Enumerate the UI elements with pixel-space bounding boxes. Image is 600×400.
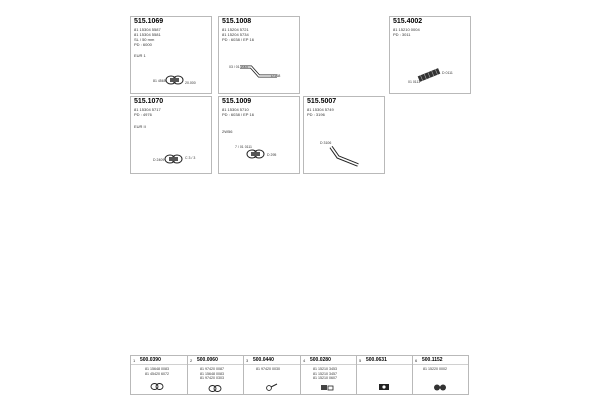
- part-ref-line: SL / 50 mm: [134, 37, 155, 42]
- part-ref-line: 81 15304 5710: [222, 107, 249, 112]
- part-card-1[interactable]: [130, 16, 212, 94]
- part-code: 515.1009: [222, 98, 252, 105]
- bolt-icon: [266, 382, 278, 392]
- accessory-code: 500.1152: [422, 357, 443, 363]
- part-ref-line: 81 15304 5749: [307, 107, 334, 112]
- accessory-index: 5: [359, 358, 362, 363]
- accessory-ref-line: 81 15648 0083: [200, 371, 224, 376]
- part-card-5[interactable]: [218, 96, 300, 174]
- part-code: 515.1070: [134, 98, 164, 105]
- divider: [131, 364, 187, 365]
- clamp-icon: [150, 382, 164, 391]
- part-ref-line: PD : 6038 / EP 16: [222, 37, 254, 42]
- accessory-code: 500.0631: [366, 357, 387, 363]
- hanger-icon: [433, 383, 447, 392]
- part-ref-line: PD : 6038 / EP 16: [222, 112, 254, 117]
- part-card-3[interactable]: [389, 16, 471, 94]
- bracket-icon: [319, 383, 335, 392]
- part-ref-line: 81 15304 5717: [134, 107, 161, 112]
- accessory-ref-line: 81 15210 3457: [313, 371, 337, 376]
- part-ref-line: 81 15204 5734: [222, 32, 249, 37]
- part-label: 03 / 01 2007: [229, 65, 249, 69]
- divider: [357, 364, 412, 365]
- part-card-2[interactable]: [218, 16, 300, 94]
- gasket-icon: [377, 382, 391, 392]
- clamp-part-drawing: [163, 152, 185, 166]
- divider: [244, 364, 300, 365]
- part-ref-line: 81 15304 5587: [134, 27, 161, 32]
- divider: [413, 364, 468, 365]
- part-label: D 3106: [320, 141, 332, 145]
- clamp-part-drawing: [164, 72, 186, 86]
- accessory-ref-line: 81 97420 0087: [200, 367, 224, 371]
- accessory-index: 2: [190, 358, 193, 363]
- accessory-code: 500.0280: [310, 357, 331, 363]
- accessory-index: 4: [303, 358, 306, 363]
- accessory-ref-line: 81 97420 0303: [200, 376, 224, 380]
- part-card-4[interactable]: [130, 96, 212, 174]
- part-label: 20.000: [185, 81, 196, 85]
- part-ref-line: PD : 6000: [134, 42, 152, 47]
- accessory-cell-6[interactable]: [413, 356, 468, 394]
- part-code: 515.1069: [134, 18, 164, 25]
- part-ref-line: 81 15304 5581: [134, 32, 161, 37]
- accessory-index: 1: [133, 358, 136, 363]
- part-code: 515.5007: [307, 98, 337, 105]
- part-label: C 3 / 3: [185, 156, 196, 160]
- part-ref-line: 2W56: [222, 129, 233, 134]
- accessory-ref-line: 81 15210 0607: [313, 376, 337, 380]
- accessory-code: 500.0060: [197, 357, 218, 363]
- part-ref-line: PD : 3196: [307, 112, 325, 117]
- divider: [301, 364, 356, 365]
- accessory-ref-line: 81 97420 0030: [256, 367, 280, 371]
- part-label: D 295: [267, 153, 277, 157]
- accessory-ref-line: 81 15210 3453: [313, 367, 337, 371]
- part-ref-line: EUR II: [134, 124, 146, 129]
- part-ref-line: PD : 3011: [393, 32, 411, 37]
- accessory-ref-line: 81 45420 6072: [145, 372, 169, 376]
- clamp-icon: [208, 384, 222, 393]
- part-card-6[interactable]: [303, 96, 385, 174]
- accessory-index: 3: [246, 358, 249, 363]
- part-ref-line: 81 15204 5721: [222, 27, 249, 32]
- accessory-cell-4[interactable]: [301, 356, 357, 394]
- accessory-ref-line: 81 15220 0002: [423, 367, 447, 371]
- accessory-code: 500.0440: [253, 357, 274, 363]
- accessory-cell-5[interactable]: [357, 356, 413, 394]
- part-label: 01 0111: [408, 80, 421, 84]
- accessory-index: 6: [415, 358, 418, 363]
- accessory-cell-2[interactable]: [188, 356, 244, 394]
- part-ref-line: PD : 4976: [134, 112, 152, 117]
- part-code: 515.4002: [393, 18, 423, 25]
- part-code: 515.1008: [222, 18, 252, 25]
- accessory-cell-1[interactable]: [131, 356, 188, 394]
- clamp-part-drawing: [245, 147, 267, 161]
- bent-pipe-part-drawing: [328, 141, 364, 169]
- accessory-cell-3[interactable]: [244, 356, 301, 394]
- part-label: D 2409: [153, 158, 165, 162]
- accessories-strip: [130, 355, 469, 395]
- part-label: D 268: [271, 74, 281, 78]
- accessory-ref-line: 81 15648 0083: [145, 367, 169, 371]
- part-ref-line: 81 15210 0004: [393, 27, 420, 32]
- part-label: D 0111: [442, 71, 453, 75]
- divider: [188, 364, 243, 365]
- part-ref-line: EUR 1: [134, 53, 146, 58]
- part-label: 81 4565: [153, 79, 166, 83]
- accessory-code: 500.0390: [140, 357, 161, 363]
- part-label: 7 / 01 0111: [235, 145, 252, 149]
